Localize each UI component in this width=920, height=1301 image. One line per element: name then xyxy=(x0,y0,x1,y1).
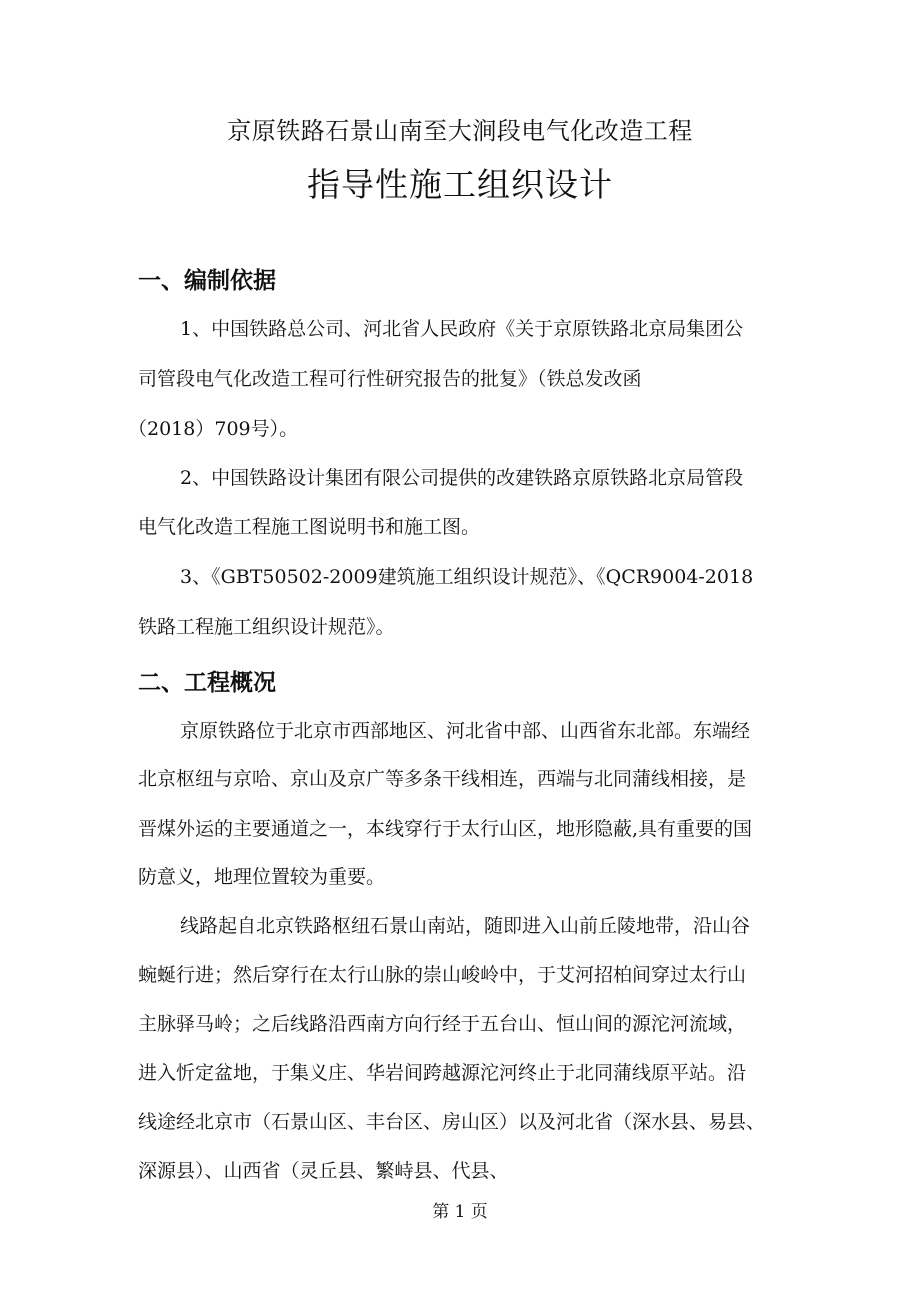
paragraph-line: 铁路工程施工组织设计规范》。 xyxy=(138,616,395,638)
page-number: 第 1 页 xyxy=(432,1202,488,1222)
paragraph-line: 北京枢纽与京哈、京山及京广等多条干线相连，西端与北同蒲线相接，是 xyxy=(138,768,747,790)
paragraph-line: 京原铁路位于北京市西部地区、河北省中部、山西省东北部。东端经 xyxy=(180,720,751,742)
paragraph-line: 线途经北京市（石景山区、丰台区、房山区）以及河北省（深水县、易县、 xyxy=(138,1111,766,1133)
paragraph-line: 电气化改造工程施工图说明书和施工图。 xyxy=(138,516,481,538)
paragraph-line: 蜿蜒行进；然后穿行在太行山脉的崇山峻岭中，于艾河招柏间穿过太行山 xyxy=(138,964,747,986)
paragraph-line: 深源县）、山西省（灵丘县、繁峙县、代县、 xyxy=(138,1160,509,1182)
paragraph-line: 进入忻定盆地，于集义庄、华岩间跨越源沱河终止于北同蒲线原平站。沿 xyxy=(138,1062,747,1084)
section-heading-overview: 二、工程概况 xyxy=(138,670,276,696)
paragraph-line: 防意义，地理位置较为重要。 xyxy=(138,866,386,888)
paragraph-line: 主脉驿马岭；之后线路沿西南方向行经于五台山、恒山间的源沱河流域， xyxy=(138,1013,747,1035)
paragraph-line: 线路起自北京铁路枢纽石景山南站，随即进入山前丘陵地带，沿山谷 xyxy=(180,915,751,937)
paragraph-line: 1、中国铁路总公司、河北省人民政府《关于京原铁路北京局集团公 xyxy=(180,318,744,340)
paragraph-line: 晋煤外运的主要通道之一，本线穿行于太行山区，地形隐蔽,具有重要的国 xyxy=(138,818,753,840)
paragraph-line: 3、《GBT50502-2009建筑施工组织设计规范》、《QCR9004-2018 xyxy=(180,566,754,588)
paragraph-line: 2、中国铁路设计集团有限公司提供的改建铁路京原铁路北京局管段 xyxy=(180,467,744,489)
paragraph-line: 司管段电气化改造工程可行性研究报告的批复》（铁总发改函 xyxy=(138,368,642,390)
document-title: 指导性施工组织设计 xyxy=(307,165,613,204)
section-heading-basis: 一、编制依据 xyxy=(138,268,276,294)
document-subtitle: 京原铁路石景山南至大涧段电气化改造工程 xyxy=(227,117,693,145)
paragraph-line: （2018）709号）。 xyxy=(128,418,299,440)
